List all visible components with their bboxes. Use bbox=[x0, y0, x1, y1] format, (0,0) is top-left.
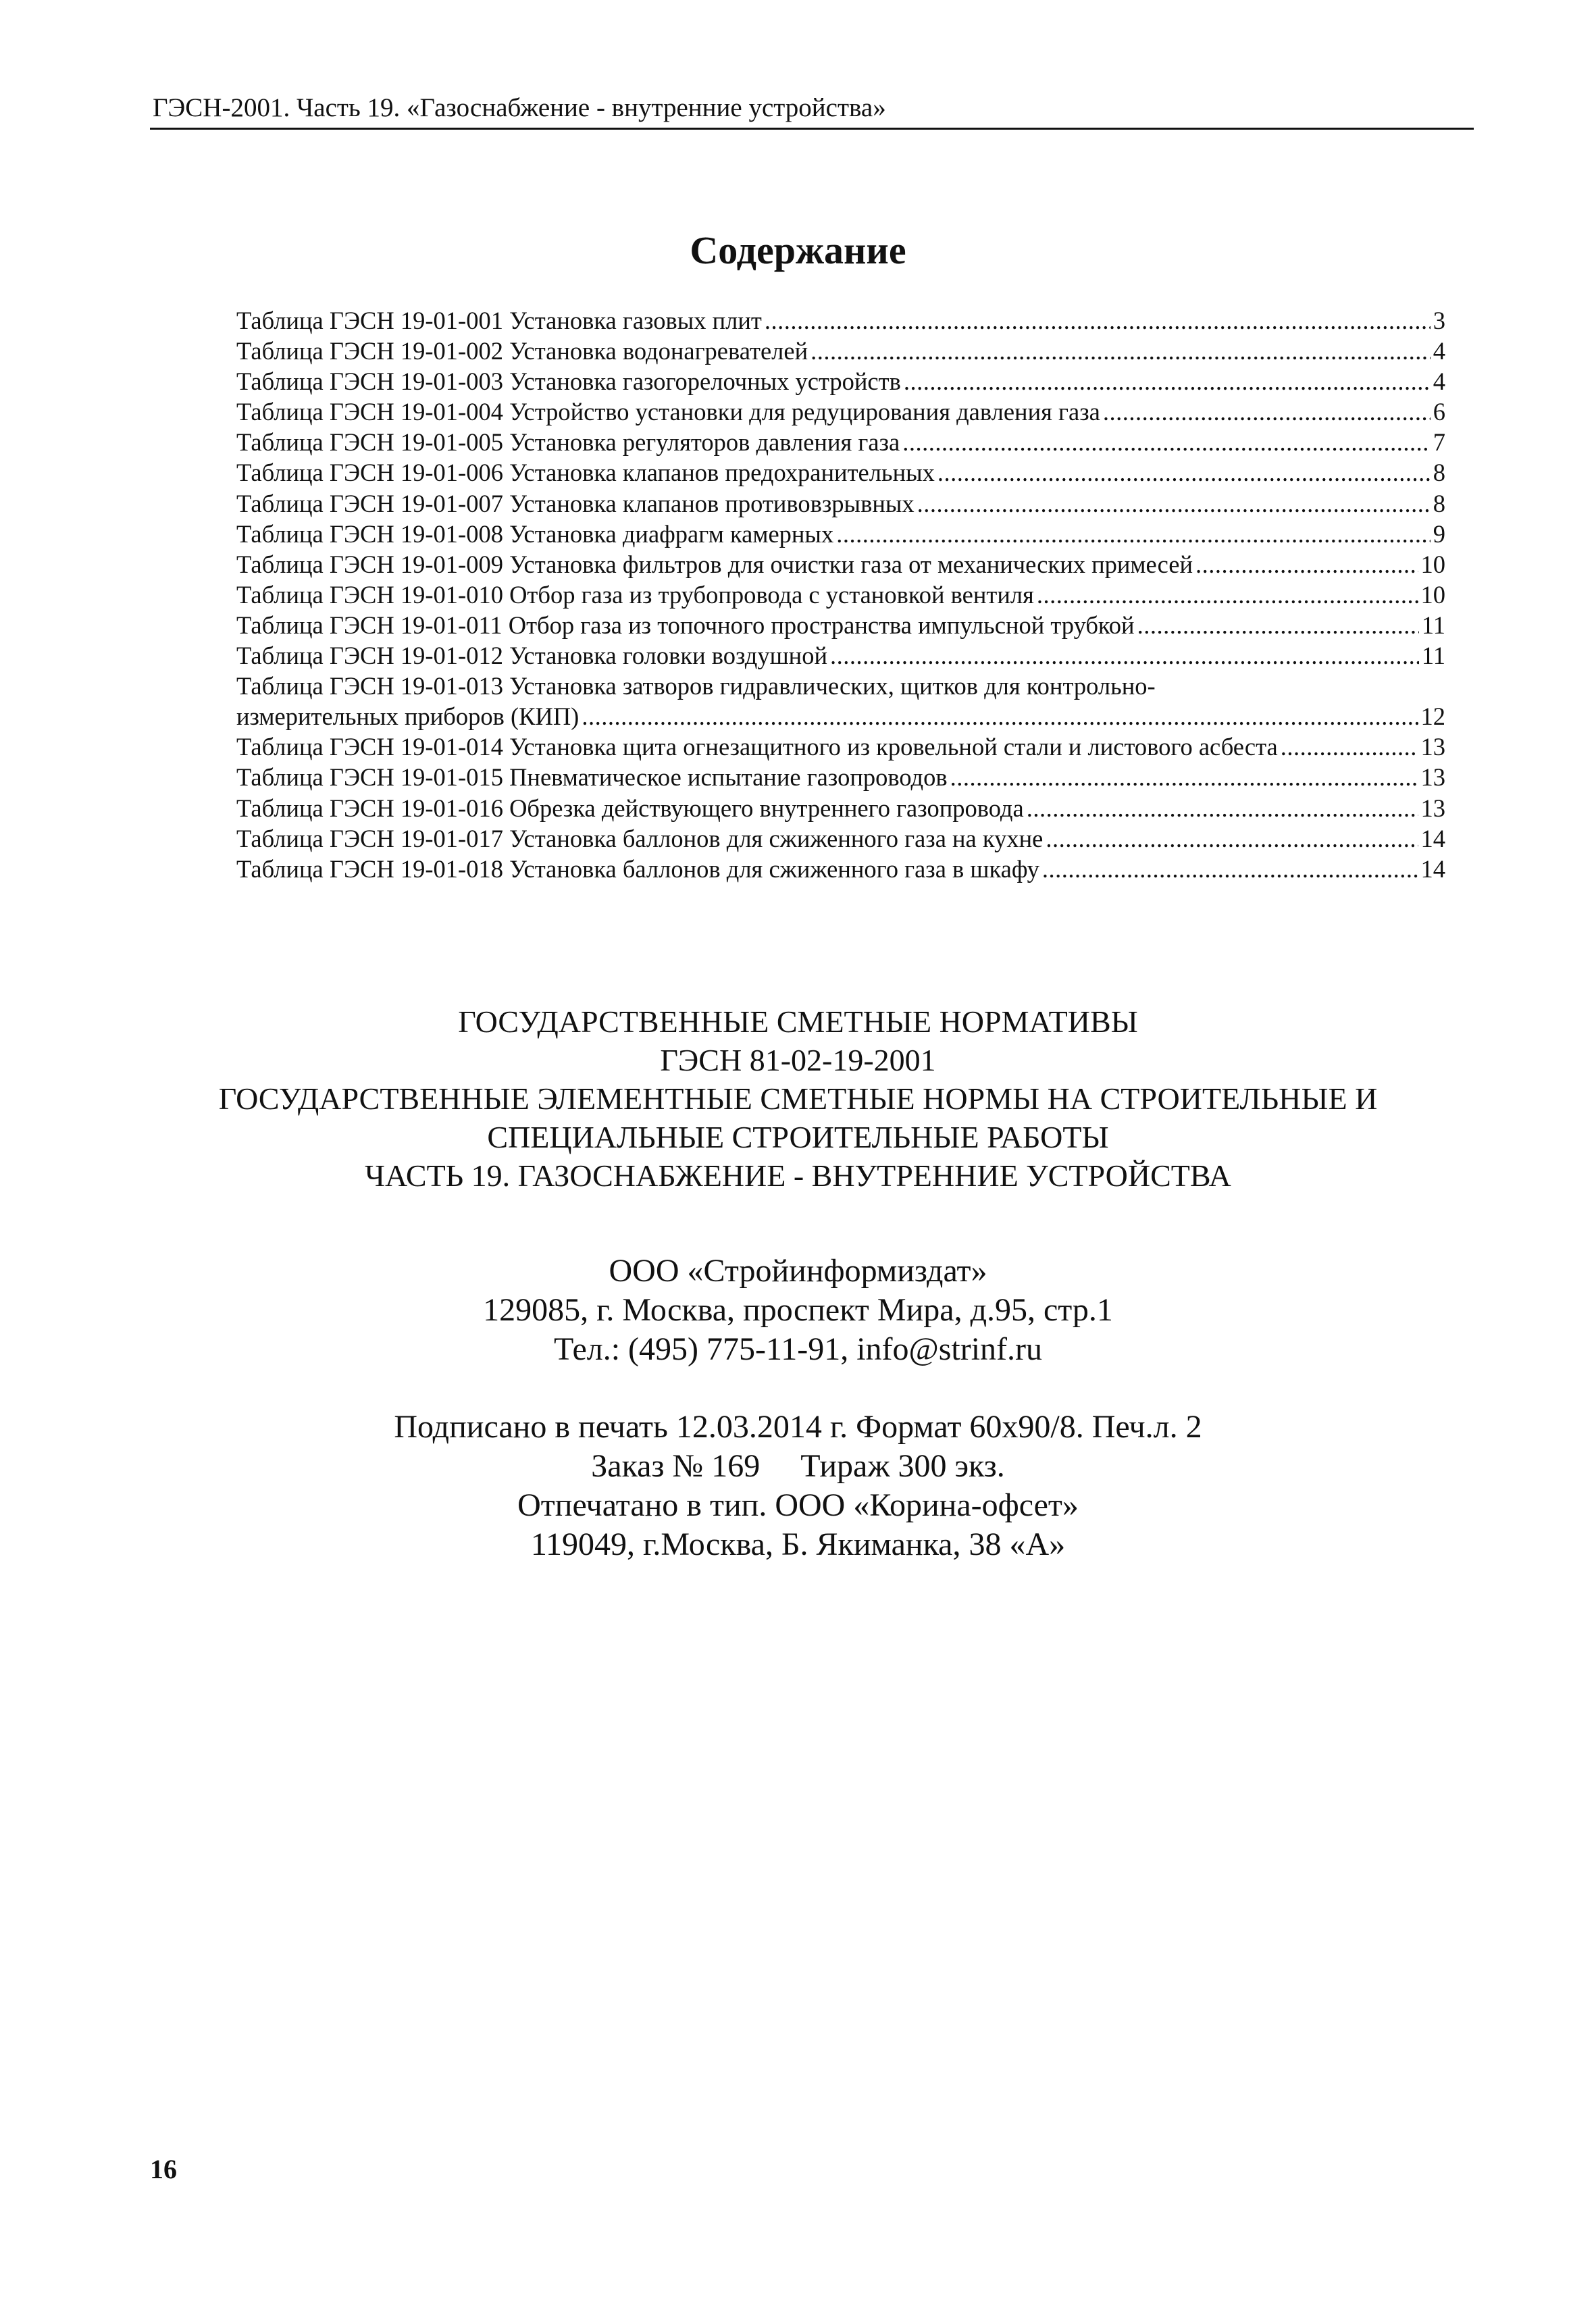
print-signed-line: Подписано в печать 12.03.2014 г. Формат 60x90/8. Печ.л. 2 bbox=[394, 1409, 1202, 1445]
toc-entry-page: 4 bbox=[1433, 367, 1445, 396]
toc-entry-label: Таблица ГЭСН 19-01-013 Установка затворов гидравлических, щитков для контрольно- bbox=[236, 672, 1156, 700]
toc-entry[interactable] bbox=[236, 793, 1445, 823]
toc-entry-page: 13 bbox=[1420, 763, 1445, 792]
toc-entry-label: Таблица ГЭСН 19-01-018 Установка баллонов для сжиженного газа в шкафу bbox=[236, 854, 1039, 883]
toc-entry-label: Таблица ГЭСН 19-01-015 Пневматическое испытание газопроводов bbox=[236, 763, 948, 792]
toc-entry-label-continued: измерительных приборов (КИП) bbox=[236, 702, 580, 731]
toc-entry[interactable] bbox=[236, 823, 1445, 854]
toc-entry[interactable] bbox=[236, 457, 1445, 488]
toc-dot-leader bbox=[810, 336, 1431, 366]
toc-dot-leader bbox=[917, 488, 1431, 519]
toc-title: Содержание bbox=[690, 228, 906, 272]
printer-name: Отпечатано в тип. ООО «Корина-офсет» bbox=[517, 1487, 1079, 1523]
toc-dot-leader bbox=[1281, 731, 1418, 762]
printer-address: 119049, г.Москва, Б. Якиманка, 38 «А» bbox=[530, 1526, 1066, 1562]
toc-entry[interactable] bbox=[236, 580, 1445, 610]
imprint-title-line: ГОСУДАРСТВЕННЫЕ СМЕТНЫЕ НОРМАТИВЫ bbox=[458, 1004, 1138, 1039]
toc-dot-leader bbox=[830, 640, 1419, 671]
imprint-title-block bbox=[0, 1002, 1596, 1195]
toc-entry[interactable] bbox=[236, 488, 1445, 519]
toc-entry-page: 6 bbox=[1433, 398, 1445, 426]
toc-entry[interactable] bbox=[236, 519, 1445, 549]
toc-entry-label: Таблица ГЭСН 19-01-002 Установка водонагревателей bbox=[236, 337, 808, 365]
toc-entry[interactable] bbox=[236, 731, 1445, 762]
toc-entry-page: 3 bbox=[1433, 307, 1445, 334]
toc-entry-label: Таблица ГЭСН 19-01-001 Установка газовых плит bbox=[236, 307, 762, 334]
imprint-title-line: ГОСУДАРСТВЕННЫЕ ЭЛЕМЕНТНЫЕ СМЕТНЫЕ НОРМЫ НА СТРОИТЕЛЬНЫЕ И bbox=[218, 1081, 1378, 1116]
toc-dot-leader bbox=[836, 519, 1431, 549]
toc-dot-leader bbox=[1042, 854, 1418, 884]
toc-entry-page: 11 bbox=[1421, 642, 1445, 670]
toc-dot-leader bbox=[904, 366, 1431, 396]
toc-entry-label: Таблица ГЭСН 19-01-014 Установка щита огнезащитного из кровельной стали и листового асбеста bbox=[236, 733, 1278, 761]
print-order-line: Заказ № 169 Тираж 300 экз. bbox=[591, 1448, 1005, 1484]
toc-dot-leader bbox=[1103, 396, 1431, 427]
toc-entry[interactable] bbox=[236, 549, 1445, 580]
toc-entry-page: 14 bbox=[1420, 824, 1445, 852]
toc-entry-page: 9 bbox=[1433, 519, 1445, 548]
toc-entry[interactable] bbox=[236, 396, 1445, 427]
toc-entry-page: 10 bbox=[1420, 550, 1445, 578]
toc-entry[interactable] bbox=[236, 305, 1445, 336]
toc-entry-label: Таблица ГЭСН 19-01-017 Установка баллонов для сжиженного газа на кухне bbox=[236, 824, 1044, 852]
toc-dot-leader bbox=[950, 762, 1418, 792]
toc-entry-label: Таблица ГЭСН 19-01-011 Отбор газа из топочного пространства импульсной трубкой bbox=[236, 611, 1135, 639]
imprint-title-line: ГЭСН 81-02-19-2001 bbox=[660, 1043, 936, 1077]
imprint-title-line: ЧАСТЬ 19. ГАЗОСНАБЖЕНИЕ - ВНУТРЕННИЕ УСТРОЙСТВА bbox=[365, 1158, 1231, 1193]
toc-entry-page: 4 bbox=[1433, 337, 1445, 365]
toc-dot-leader bbox=[902, 427, 1431, 457]
toc-entry-page: 8 bbox=[1433, 489, 1445, 517]
toc-entry[interactable] bbox=[236, 671, 1445, 731]
toc-entry-label: Таблица ГЭСН 19-01-016 Обрезка действующего внутреннего газопровода bbox=[236, 794, 1024, 822]
toc-entry-page: 14 bbox=[1420, 854, 1445, 883]
toc-dot-leader bbox=[1046, 823, 1418, 854]
toc-dot-leader bbox=[1137, 610, 1419, 640]
toc-entry-label: Таблица ГЭСН 19-01-010 Отбор газа из трубопровода с установкой вентиля bbox=[236, 580, 1034, 609]
toc-dot-leader bbox=[937, 457, 1431, 488]
publisher-block bbox=[0, 1252, 1596, 1369]
table-of-contents bbox=[236, 305, 1445, 884]
toc-entry[interactable] bbox=[236, 762, 1445, 792]
toc-entry[interactable] bbox=[236, 336, 1445, 366]
toc-dot-leader bbox=[1037, 580, 1418, 610]
toc-entry-page: 8 bbox=[1433, 459, 1445, 487]
toc-entry-page: 7 bbox=[1433, 428, 1445, 457]
toc-dot-leader bbox=[1027, 793, 1418, 823]
toc-entry[interactable] bbox=[236, 366, 1445, 396]
toc-entry[interactable] bbox=[236, 640, 1445, 671]
running-header-text: ГЭСН-2001. Часть 19. «Газоснабжение - внутренние устройства» bbox=[153, 93, 886, 122]
running-header bbox=[150, 91, 1474, 132]
toc-entry-label: Таблица ГЭСН 19-01-007 Установка клапанов противовзрывных bbox=[236, 489, 915, 517]
toc-entry-label: Таблица ГЭСН 19-01-006 Установка клапанов предохранительных bbox=[236, 459, 935, 487]
toc-entry-label: Таблица ГЭСН 19-01-004 Устройство установки для редуцирования давления газа bbox=[236, 398, 1100, 426]
toc-entry[interactable] bbox=[236, 610, 1445, 640]
toc-entry-label: Таблица ГЭСН 19-01-003 Установка газогорелочных устройств bbox=[236, 367, 901, 396]
toc-entry-label: Таблица ГЭСН 19-01-009 Установка фильтров для очистки газа от механических примесей bbox=[236, 550, 1193, 578]
publisher-contact: Тел.: (495) 775-11-91, info@strinf.ru bbox=[553, 1331, 1043, 1367]
toc-dot-leader bbox=[1195, 549, 1418, 580]
toc-entry-label: Таблица ГЭСН 19-01-008 Установка диафрагм камерных bbox=[236, 519, 834, 548]
toc-entry-label: Таблица ГЭСН 19-01-005 Установка регуляторов давления газа bbox=[236, 428, 900, 457]
toc-entry-page: 10 bbox=[1420, 580, 1445, 609]
print-info-block bbox=[0, 1408, 1596, 1564]
toc-entry-page: 13 bbox=[1420, 794, 1445, 822]
toc-dot-leader bbox=[582, 701, 1418, 731]
publisher-address: 129085, г. Москва, проспект Мира, д.95, стр.1 bbox=[483, 1292, 1113, 1328]
toc-entry[interactable] bbox=[236, 854, 1445, 884]
toc-entry-page: 11 bbox=[1421, 611, 1445, 639]
toc-entry-page: 12 bbox=[1420, 702, 1445, 731]
header-rule bbox=[150, 128, 1474, 130]
page-number: 16 bbox=[150, 2154, 177, 2184]
toc-entry-page: 13 bbox=[1420, 733, 1445, 761]
toc-entry-label: Таблица ГЭСН 19-01-012 Установка головки воздушной bbox=[236, 642, 828, 670]
toc-entry[interactable] bbox=[236, 427, 1445, 457]
toc-dot-leader bbox=[765, 305, 1431, 336]
publisher-name: ООО «Стройинформиздат» bbox=[609, 1253, 987, 1289]
imprint-title-line: СПЕЦИАЛЬНЫЕ СТРОИТЕЛЬНЫЕ РАБОТЫ bbox=[487, 1120, 1109, 1154]
